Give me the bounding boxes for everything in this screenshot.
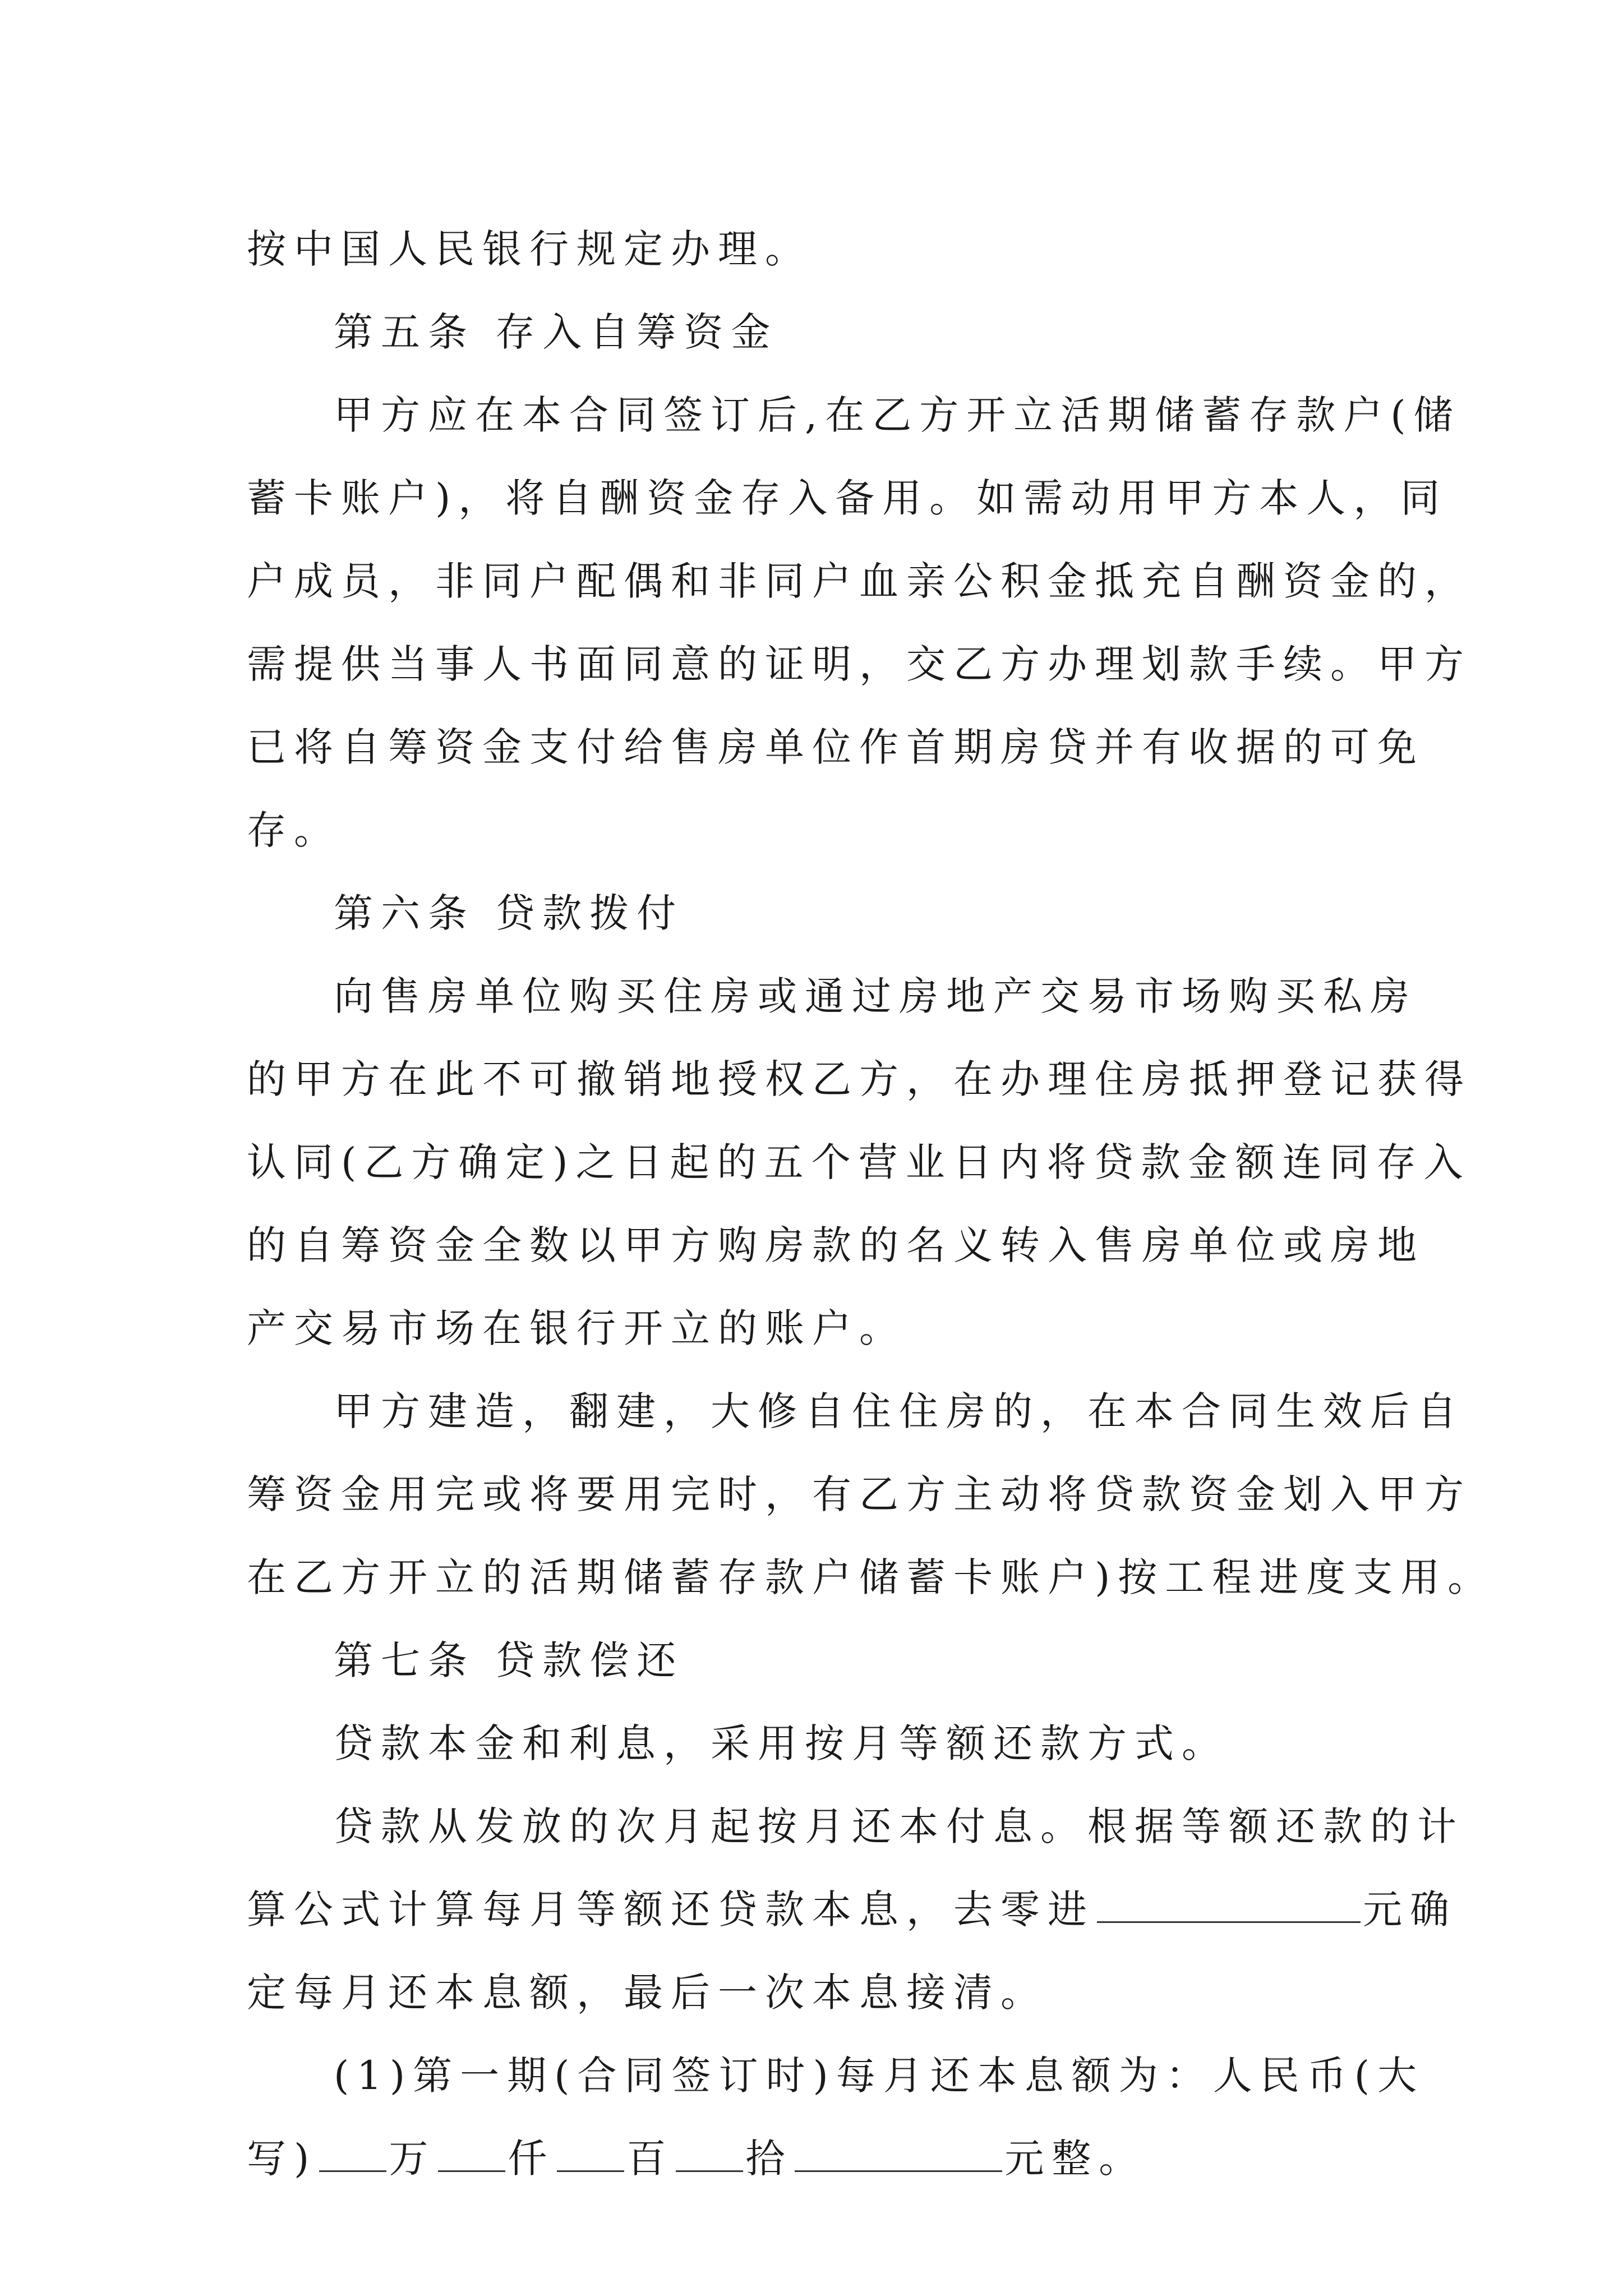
- text-line: 已将自筹资金支付给售房单位作首期房贷并有收据的可免: [247, 724, 1424, 770]
- text-line: 的自筹资金全数以甲方购房款的名义转入售房单位或房地: [247, 1222, 1424, 1268]
- unit-label: 仟: [508, 2136, 555, 2182]
- text-line: 贷款从发放的次月起按月还本付息。根据等额还款的计: [334, 1803, 1464, 1849]
- text-segment: 元确: [1363, 1887, 1457, 1932]
- text-line: 甲方建造，翻建，大修自住住房的，在本合同生效后自: [334, 1388, 1464, 1434]
- fill-in-blank[interactable]: [1097, 1889, 1361, 1923]
- text-line: 蓄卡账户)，将自酬资金存入备用。如需动用甲方本人，同: [247, 475, 1448, 521]
- text-line: 按中国人民银行规定办理。: [247, 226, 812, 272]
- text-line: 贷款本金和利息，采用按月等额还款方式。: [334, 1720, 1229, 1766]
- fill-in-blank-qian[interactable]: [438, 2138, 505, 2172]
- text-line: 在乙方开立的活期储蓄存款户储蓄卡账户)按工程进度支用。: [247, 1554, 1495, 1600]
- text-segment: 算公式计算每月等额还贷款本息，去零进: [247, 1887, 1095, 1932]
- text-line: 认同(乙方确定)之日起的五个营业日内将贷款金额连同存入: [247, 1139, 1471, 1185]
- document-body: [247, 208, 1495, 2200]
- text-segment: 元整。: [1004, 2136, 1146, 2182]
- fill-in-blank-yuan[interactable]: [795, 2138, 1002, 2172]
- text-line-with-blank: [247, 1868, 1457, 1951]
- unit-label: 百: [626, 2136, 674, 2182]
- text-line: (1)第一期(合同签订时)每月还本息额为：人民币(大: [334, 2053, 1425, 2099]
- unit-label: 万: [389, 2136, 436, 2182]
- text-line: 向售房单位购买住房或通过房地产交易市场购买私房: [334, 973, 1417, 1019]
- text-line: 甲方应在本合同签订后,在乙方开立活期储蓄存款户(储: [334, 392, 1461, 438]
- text-line: 第五条 存入自筹资金: [334, 309, 778, 355]
- text-line: 存。: [247, 807, 341, 853]
- unit-label: 拾: [745, 2136, 793, 2182]
- amount-line: [247, 2117, 1391, 2200]
- text-segment: 写): [247, 2136, 317, 2182]
- text-line: 产交易市场在银行开立的账户。: [247, 1305, 906, 1351]
- fill-in-blank-wan[interactable]: [319, 2138, 386, 2172]
- fill-in-blank-bai[interactable]: [557, 2138, 624, 2172]
- text-line: 需提供当事人书面同意的证明，交乙方办理划款手续。甲方: [247, 641, 1472, 687]
- text-line: 定每月还本息额，最后一次本息接清。: [247, 1970, 1048, 2016]
- text-line: 的甲方在此不可撤销地授权乙方，在办理住房抵押登记获得: [247, 1056, 1472, 1102]
- text-line: 筹资金用完或将要用完时，有乙方主动将贷款资金划入甲方: [247, 1471, 1472, 1517]
- text-line: 户成员，非同户配偶和非同户血亲公积金抵充自酬资金的，: [247, 558, 1472, 604]
- fill-in-blank-shi[interactable]: [676, 2138, 743, 2172]
- text-line: 第七条 贷款偿还: [334, 1637, 684, 1683]
- text-line: 第六条 贷款拨付: [334, 890, 684, 936]
